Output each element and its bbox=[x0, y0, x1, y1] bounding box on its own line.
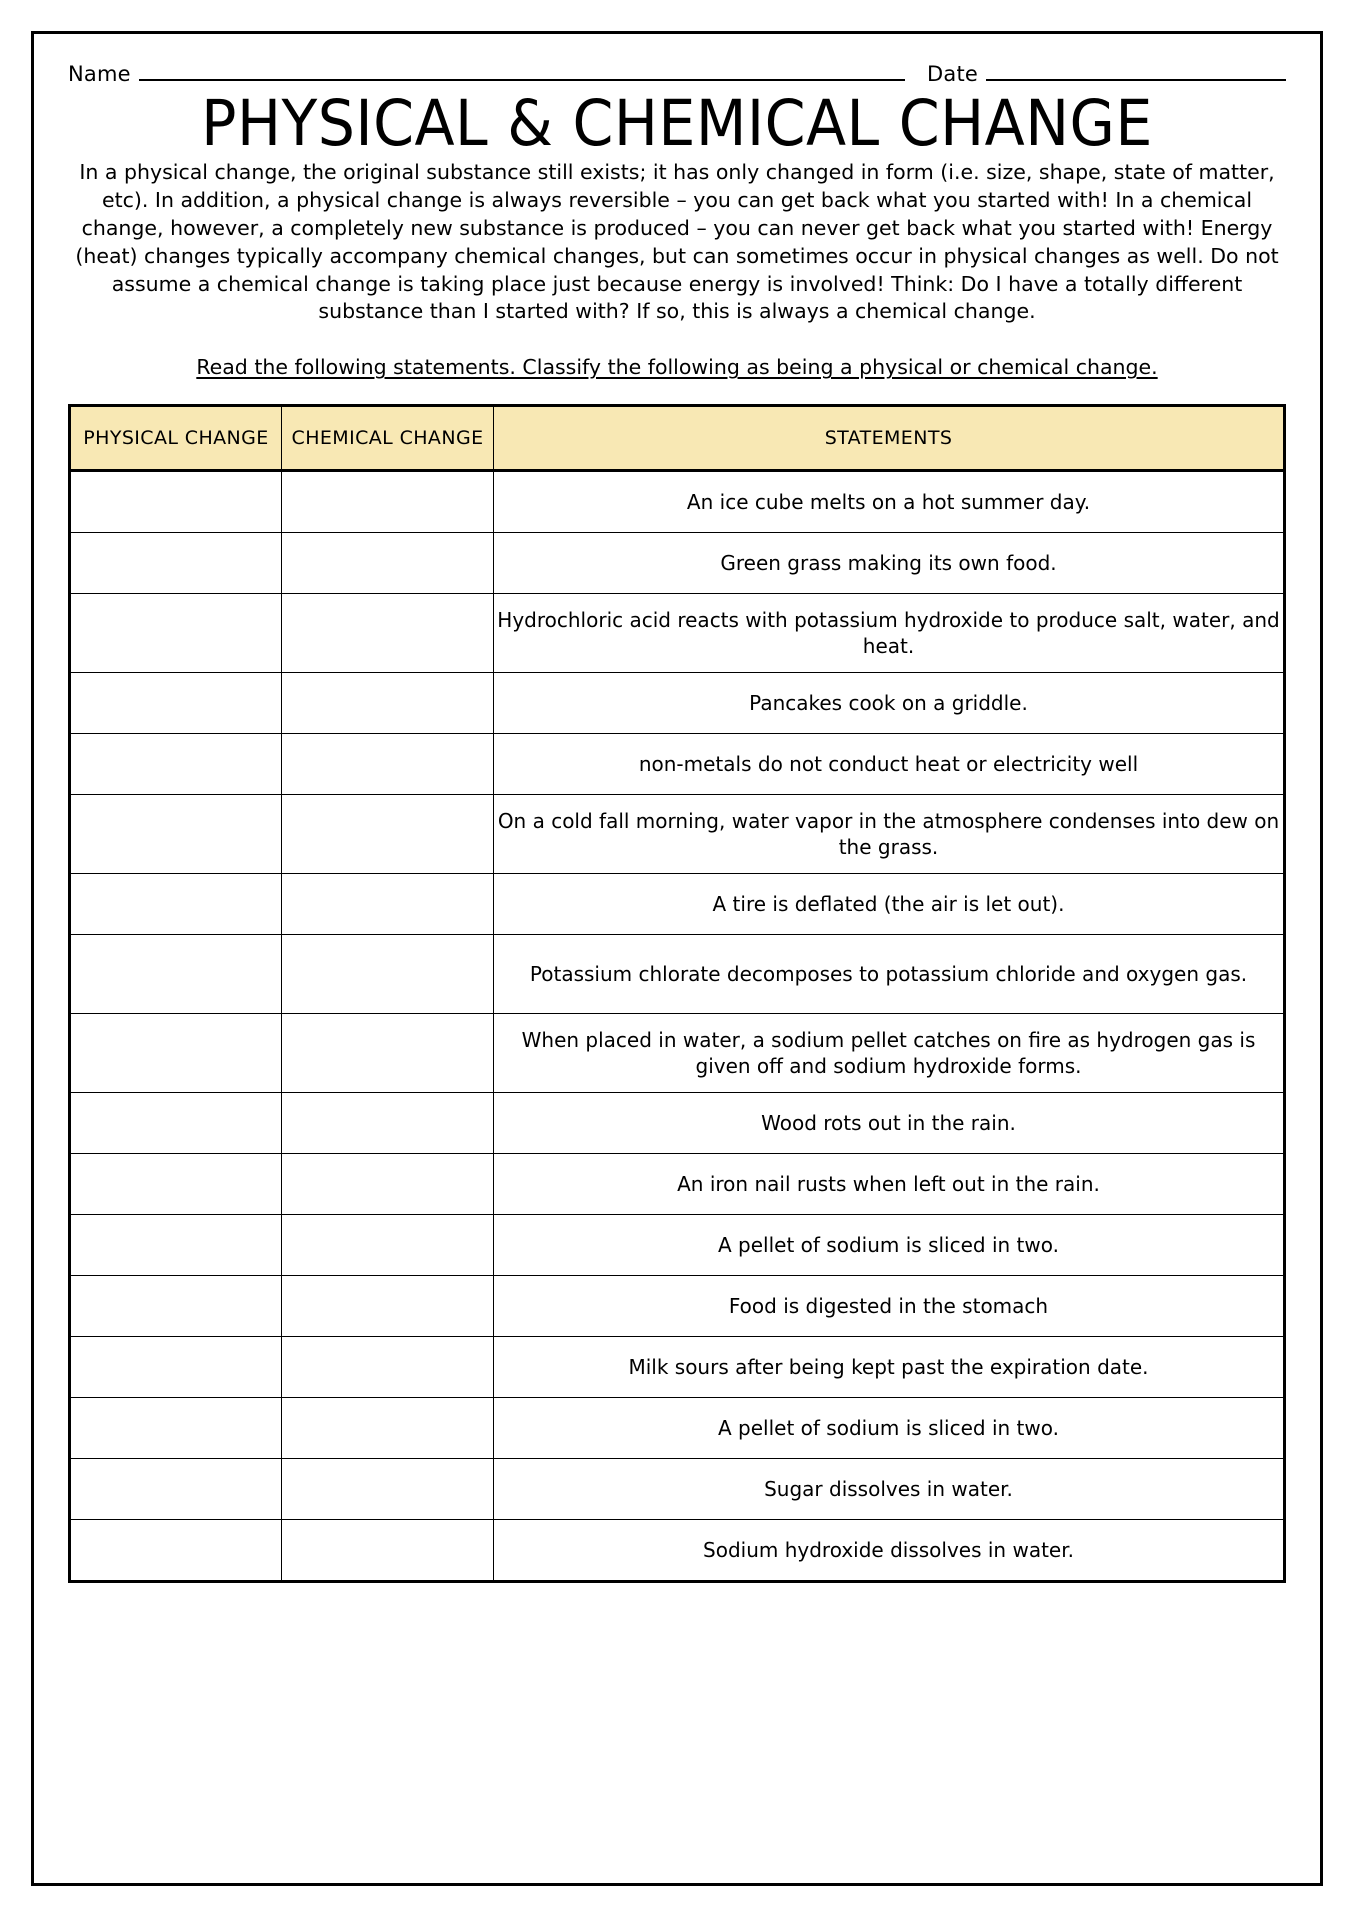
table-row bbox=[70, 1398, 1285, 1459]
physical-change-checkbox-cell[interactable] bbox=[70, 1459, 282, 1520]
table-row bbox=[70, 795, 1285, 874]
table-header-row bbox=[70, 406, 1285, 471]
chemical-change-checkbox-cell[interactable] bbox=[282, 533, 494, 594]
date-input-line[interactable] bbox=[986, 62, 1286, 81]
statement-cell: When placed in water, a sodium pellet catches on fire as hydrogen gas is given off and sodium hydroxide forms. bbox=[494, 1014, 1285, 1093]
physical-change-checkbox-cell[interactable] bbox=[70, 1276, 282, 1337]
physical-change-checkbox-cell[interactable] bbox=[70, 533, 282, 594]
table-row bbox=[70, 1215, 1285, 1276]
intro-paragraph: In a physical change, the original substance still exists; it has only changed in form (i.e. size, shape, state of matter, etc). In addition, a physical change is always reversible – you can get back what you started with! In a chemical change, however, a completely new substance is produced – you can never get back what you started with! Energy (heat) changes typically accompany chemical changes, but can sometimes occur in physical changes as well. Do not assume a chemical change is taking place just because energy is involved! Think: Do I have a totally different substance than I started with? If so, this is always a chemical change. bbox=[75, 160, 1279, 324]
table-row bbox=[70, 935, 1285, 1014]
chemical-change-checkbox-cell[interactable] bbox=[282, 1014, 494, 1093]
table-row bbox=[70, 1520, 1285, 1582]
statement-cell: An ice cube melts on a hot summer day. bbox=[494, 471, 1285, 533]
physical-change-checkbox-cell[interactable] bbox=[70, 471, 282, 533]
physical-change-checkbox-cell[interactable] bbox=[70, 594, 282, 673]
chemical-change-checkbox-cell[interactable] bbox=[282, 1154, 494, 1215]
chemical-change-checkbox-cell[interactable] bbox=[282, 1520, 494, 1582]
column-header-chemical-change: CHEMICAL CHANGE bbox=[282, 406, 494, 471]
statement-cell: Milk sours after being kept past the expiration date. bbox=[494, 1337, 1285, 1398]
name-label: Name bbox=[68, 62, 131, 86]
statement-cell: Potassium chlorate decomposes to potassium chloride and oxygen gas. bbox=[494, 935, 1285, 1014]
table-row bbox=[70, 1459, 1285, 1520]
table-row bbox=[70, 734, 1285, 795]
table-row bbox=[70, 673, 1285, 734]
worksheet-page bbox=[31, 31, 1323, 1886]
table-row bbox=[70, 533, 1285, 594]
physical-change-checkbox-cell[interactable] bbox=[70, 1337, 282, 1398]
statement-cell: Hydrochloric acid reacts with potassium hydroxide to produce salt, water, and heat. bbox=[494, 594, 1285, 673]
physical-change-checkbox-cell[interactable] bbox=[70, 673, 282, 734]
chemical-change-checkbox-cell[interactable] bbox=[282, 1276, 494, 1337]
table-row bbox=[70, 1337, 1285, 1398]
chemical-change-checkbox-cell[interactable] bbox=[282, 594, 494, 673]
chemical-change-checkbox-cell[interactable] bbox=[282, 1215, 494, 1276]
statement-cell: On a cold fall morning, water vapor in the atmosphere condenses into dew on the grass. bbox=[494, 795, 1285, 874]
chemical-change-checkbox-cell[interactable] bbox=[282, 1459, 494, 1520]
table-row bbox=[70, 471, 1285, 533]
table-row bbox=[70, 1014, 1285, 1093]
statement-cell: Sodium hydroxide dissolves in water. bbox=[494, 1520, 1285, 1582]
statement-cell: Green grass making its own food. bbox=[494, 533, 1285, 594]
name-date-header bbox=[68, 62, 1286, 86]
table-row bbox=[70, 1093, 1285, 1154]
column-header-statements: STATEMENTS bbox=[494, 406, 1285, 471]
column-header-physical-change: PHYSICAL CHANGE bbox=[70, 406, 282, 471]
statement-cell: A tire is deflated (the air is let out). bbox=[494, 874, 1285, 935]
page-title: PHYSICAL & CHEMICAL CHANGE bbox=[201, 87, 1153, 160]
name-input-line[interactable] bbox=[139, 62, 905, 81]
chemical-change-checkbox-cell[interactable] bbox=[282, 471, 494, 533]
chemical-change-checkbox-cell[interactable] bbox=[282, 1093, 494, 1154]
table-row bbox=[70, 874, 1285, 935]
physical-change-checkbox-cell[interactable] bbox=[70, 1093, 282, 1154]
physical-change-checkbox-cell[interactable] bbox=[70, 795, 282, 874]
table-row bbox=[70, 1276, 1285, 1337]
classification-table bbox=[68, 404, 1286, 1583]
date-label: Date bbox=[927, 62, 978, 86]
chemical-change-checkbox-cell[interactable] bbox=[282, 673, 494, 734]
statement-cell: Food is digested in the stomach bbox=[494, 1276, 1285, 1337]
statement-cell: A pellet of sodium is sliced in two. bbox=[494, 1215, 1285, 1276]
chemical-change-checkbox-cell[interactable] bbox=[282, 935, 494, 1014]
physical-change-checkbox-cell[interactable] bbox=[70, 1520, 282, 1582]
table-row bbox=[70, 594, 1285, 673]
physical-change-checkbox-cell[interactable] bbox=[70, 1014, 282, 1093]
physical-change-checkbox-cell[interactable] bbox=[70, 734, 282, 795]
statement-cell: An iron nail rusts when left out in the rain. bbox=[494, 1154, 1285, 1215]
table-row bbox=[70, 1154, 1285, 1215]
physical-change-checkbox-cell[interactable] bbox=[70, 1398, 282, 1459]
statement-cell: A pellet of sodium is sliced in two. bbox=[494, 1398, 1285, 1459]
statement-cell: Wood rots out in the rain. bbox=[494, 1093, 1285, 1154]
physical-change-checkbox-cell[interactable] bbox=[70, 935, 282, 1014]
chemical-change-checkbox-cell[interactable] bbox=[282, 795, 494, 874]
instruction-underlined: Read the following statements. Classify the following as being a physical or chemical change. bbox=[196, 355, 1158, 380]
physical-change-checkbox-cell[interactable] bbox=[70, 1215, 282, 1276]
chemical-change-checkbox-cell[interactable] bbox=[282, 1337, 494, 1398]
statement-cell: Sugar dissolves in water. bbox=[494, 1459, 1285, 1520]
chemical-change-checkbox-cell[interactable] bbox=[282, 874, 494, 935]
instruction-text bbox=[68, 354, 1286, 382]
chemical-change-checkbox-cell[interactable] bbox=[282, 734, 494, 795]
statement-cell: non-metals do not conduct heat or electricity well bbox=[494, 734, 1285, 795]
physical-change-checkbox-cell[interactable] bbox=[70, 1154, 282, 1215]
chemical-change-checkbox-cell[interactable] bbox=[282, 1398, 494, 1459]
statement-cell: Pancakes cook on a griddle. bbox=[494, 673, 1285, 734]
physical-change-checkbox-cell[interactable] bbox=[70, 874, 282, 935]
